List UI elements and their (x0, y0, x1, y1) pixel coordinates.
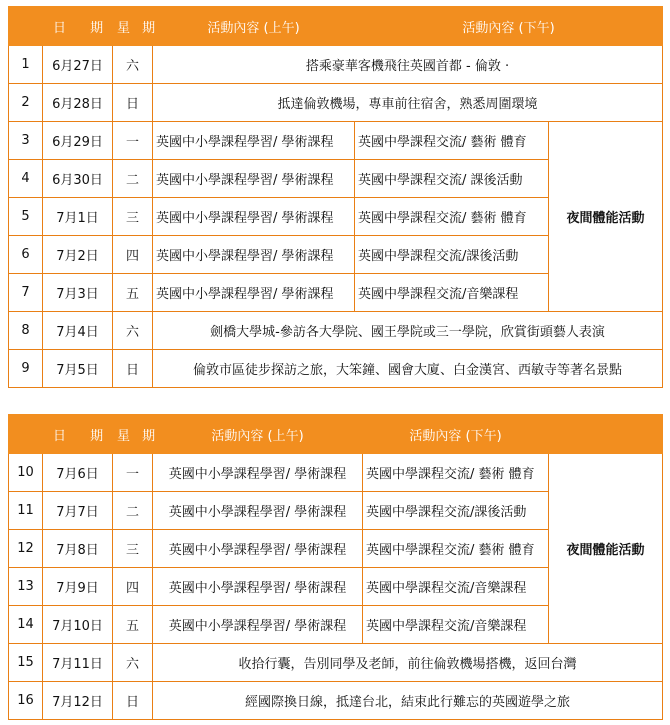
row-weekday: 二 (113, 492, 153, 530)
header-date: 日 期 (43, 415, 113, 454)
row-date: 7月7日 (43, 492, 113, 530)
row-weekday: 四 (113, 236, 153, 274)
row-weekday: 三 (113, 530, 153, 568)
row-weekday: 五 (113, 606, 153, 644)
row-activity-full: 經國際換日線，抵達台北，結束此行難忘的英國遊學之旅 (153, 682, 663, 720)
row-date: 6月30日 (43, 160, 113, 198)
row-weekday: 六 (113, 312, 153, 350)
night-activity-cell: 夜間體能活動 (549, 122, 663, 312)
header-index (9, 415, 43, 454)
row-number: 12 (9, 530, 43, 568)
table-row (9, 682, 663, 720)
row-activity-pm: 英國中學課程交流/ 藝術 體育 (355, 198, 549, 236)
row-activity-pm: 英國中學課程交流/課後活動 (363, 492, 549, 530)
row-number: 14 (9, 606, 43, 644)
row-date: 7月1日 (43, 198, 113, 236)
row-date: 6月29日 (43, 122, 113, 160)
table-row (9, 312, 663, 350)
row-weekday: 一 (113, 454, 153, 492)
row-activity-full: 搭乘豪華客機飛往英國首都 - 倫敦 · (153, 46, 663, 84)
row-weekday: 二 (113, 160, 153, 198)
header-empty (549, 415, 663, 454)
table-row (9, 122, 663, 160)
row-activity-am: 英國中小學課程學習/ 學術課程 (153, 568, 363, 606)
row-weekday: 日 (113, 84, 153, 122)
row-activity-pm: 英國中學課程交流/ 課後活動 (355, 160, 549, 198)
header-weekday: 星 期 (113, 7, 153, 46)
row-number: 4 (9, 160, 43, 198)
row-activity-full: 收拾行囊，告別同學及老師，前往倫敦機場搭機，返回台灣 (153, 644, 663, 682)
schedule-table-2 (8, 414, 663, 720)
row-number: 5 (9, 198, 43, 236)
row-activity-am: 英國中小學課程學習/ 學術課程 (153, 492, 363, 530)
header-index (9, 7, 43, 46)
row-number: 16 (9, 682, 43, 720)
row-number: 13 (9, 568, 43, 606)
row-date: 7月12日 (43, 682, 113, 720)
row-activity-am: 英國中小學課程學習/ 學術課程 (153, 160, 355, 198)
header-weekday: 星 期 (113, 415, 153, 454)
table-row (9, 350, 663, 388)
row-number: 11 (9, 492, 43, 530)
row-weekday: 六 (113, 644, 153, 682)
row-date: 7月11日 (43, 644, 113, 682)
row-number: 9 (9, 350, 43, 388)
header-am: 活動內容 (上午) (153, 415, 363, 454)
row-weekday: 四 (113, 568, 153, 606)
row-weekday: 一 (113, 122, 153, 160)
night-activity-cell: 夜間體能活動 (549, 454, 663, 644)
row-date: 7月10日 (43, 606, 113, 644)
table-row (9, 84, 663, 122)
row-activity-am: 英國中小學課程學習/ 學術課程 (153, 274, 355, 312)
row-date: 7月4日 (43, 312, 113, 350)
table-header-row (9, 7, 663, 46)
header-am: 活動內容 (上午) (153, 7, 355, 46)
row-activity-pm: 英國中學課程交流/ 藝術 體育 (363, 530, 549, 568)
row-date: 7月3日 (43, 274, 113, 312)
row-activity-full: 倫敦市區徒步探訪之旅，大笨鐘、國會大廈、白金漢宮、西敏寺等著名景點 (153, 350, 663, 388)
row-weekday: 五 (113, 274, 153, 312)
row-date: 7月6日 (43, 454, 113, 492)
schedule-table-1 (8, 6, 663, 388)
row-number: 2 (9, 84, 43, 122)
row-activity-am: 英國中小學課程學習/ 學術課程 (153, 454, 363, 492)
row-activity-pm: 英國中學課程交流/音樂課程 (355, 274, 549, 312)
row-activity-pm: 英國中學課程交流/課後活動 (355, 236, 549, 274)
table-row (9, 644, 663, 682)
row-number: 1 (9, 46, 43, 84)
table-row (9, 454, 663, 492)
row-weekday: 三 (113, 198, 153, 236)
header-date: 日 期 (43, 7, 113, 46)
row-date: 6月27日 (43, 46, 113, 84)
row-weekday: 六 (113, 46, 153, 84)
row-activity-am: 英國中小學課程學習/ 學術課程 (153, 530, 363, 568)
row-number: 8 (9, 312, 43, 350)
row-date: 7月8日 (43, 530, 113, 568)
row-weekday: 日 (113, 350, 153, 388)
row-activity-pm: 英國中學課程交流/音樂課程 (363, 606, 549, 644)
row-activity-pm: 英國中學課程交流/ 藝術 體育 (355, 122, 549, 160)
row-activity-full: 劍橋大學城-參訪各大學院、國王學院或三一學院，欣賞街頭藝人表演 (153, 312, 663, 350)
row-number: 6 (9, 236, 43, 274)
row-number: 3 (9, 122, 43, 160)
row-activity-am: 英國中小學課程學習/ 學術課程 (153, 122, 355, 160)
row-weekday: 日 (113, 682, 153, 720)
header-pm: 活動內容 (下午) (355, 7, 663, 46)
header-pm: 活動內容 (下午) (363, 415, 549, 454)
row-number: 15 (9, 644, 43, 682)
row-activity-full: 抵達倫敦機場，專車前往宿舍，熟悉周圍環境 (153, 84, 663, 122)
row-activity-am: 英國中小學課程學習/ 學術課程 (153, 236, 355, 274)
row-date: 6月28日 (43, 84, 113, 122)
row-date: 7月2日 (43, 236, 113, 274)
row-activity-pm: 英國中學課程交流/音樂課程 (363, 568, 549, 606)
row-number: 7 (9, 274, 43, 312)
row-date: 7月9日 (43, 568, 113, 606)
row-activity-am: 英國中小學課程學習/ 學術課程 (153, 606, 363, 644)
row-activity-am: 英國中小學課程學習/ 學術課程 (153, 198, 355, 236)
table-row (9, 46, 663, 84)
table-header-row (9, 415, 663, 454)
row-number: 10 (9, 454, 43, 492)
row-date: 7月5日 (43, 350, 113, 388)
row-activity-pm: 英國中學課程交流/ 藝術 體育 (363, 454, 549, 492)
